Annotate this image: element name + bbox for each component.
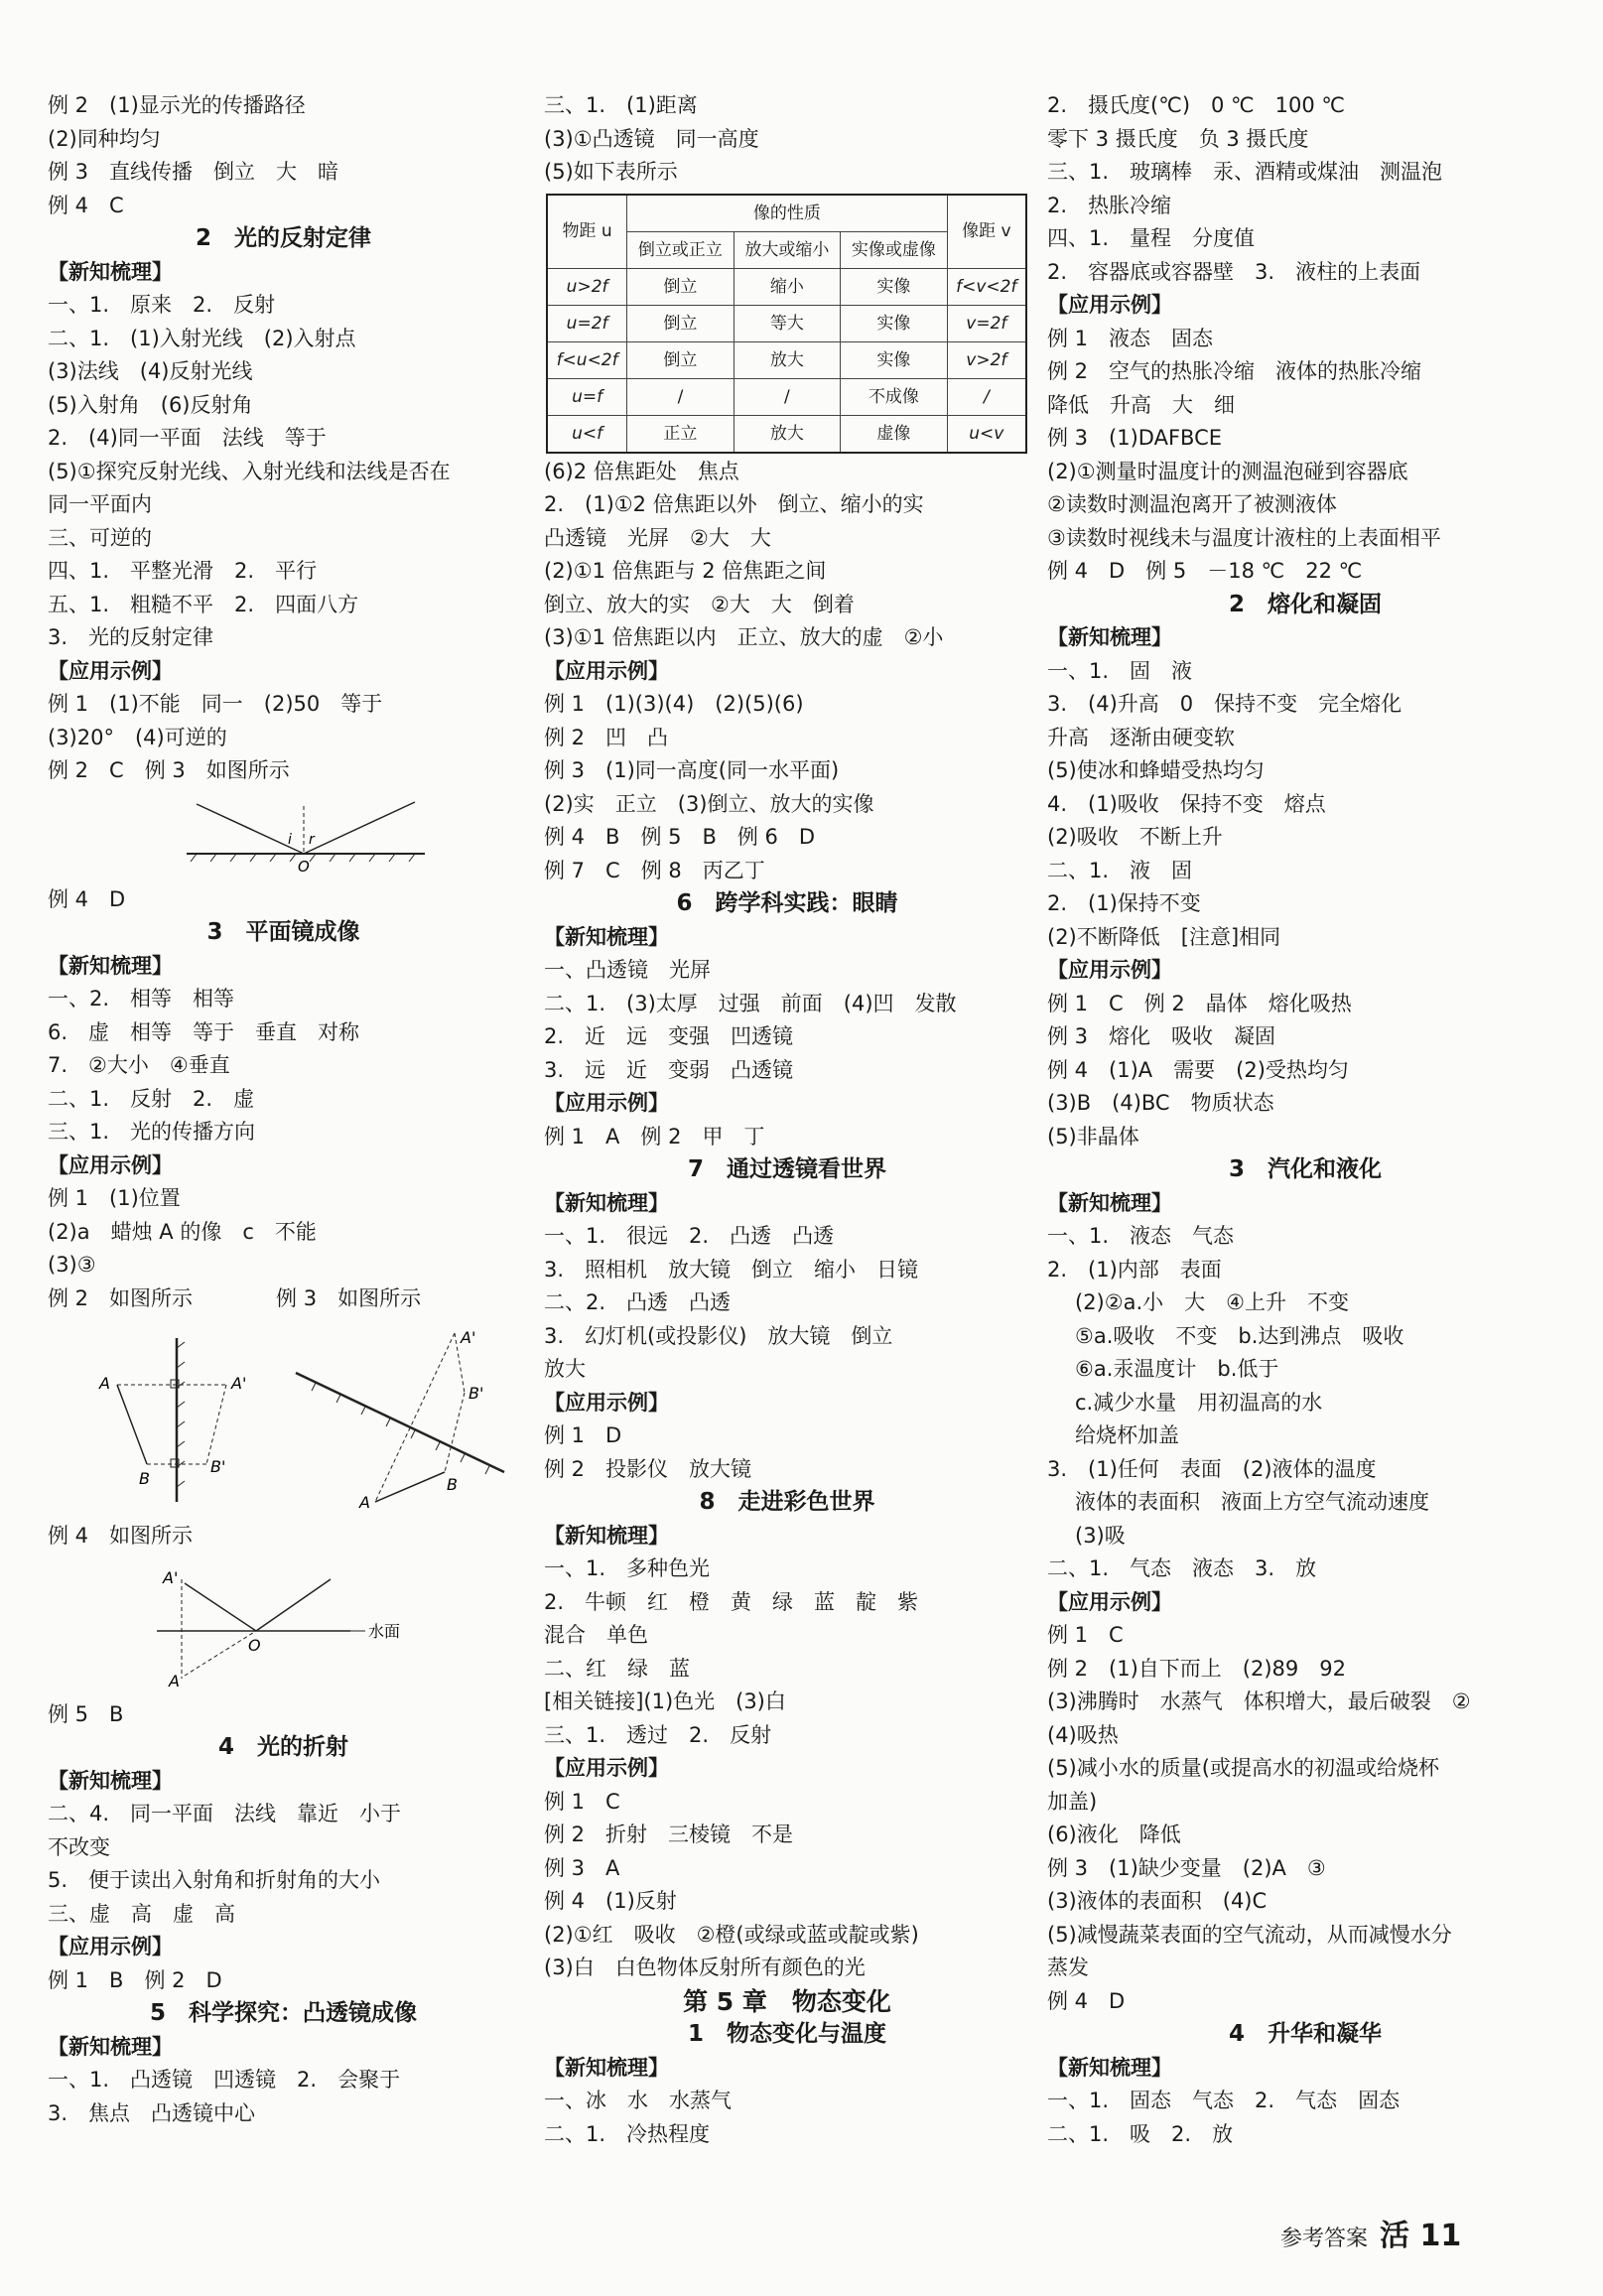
- answer-line: 蒸发: [1047, 1956, 1089, 1979]
- answer-line: 2. 牛顿 红 橙 黄 绿 蓝 靛 紫: [544, 1589, 919, 1614]
- answer-line: 例 2 空气的热胀冷缩 液体的热胀冷缩: [1047, 359, 1422, 383]
- answer-line: 一、凸透镜 光屏: [544, 958, 711, 982]
- answer-line: 例 3 直线传播 倒立 大 暗: [48, 160, 339, 184]
- answer-line: 凸透镜 光屏 ②大 大: [544, 525, 771, 550]
- answer-line: (3)③: [48, 1253, 96, 1277]
- answer-line: 二、4. 同一平面 法线 靠近 小于: [48, 1802, 402, 1825]
- table-row: [547, 378, 1026, 415]
- section-heading: 4 升华和凝华: [1228, 2021, 1382, 2047]
- answer-line: 例 4 (1)A 需要 (2)受热均匀: [1047, 1057, 1349, 1082]
- page-number: 活 11: [1380, 2219, 1462, 2253]
- answer-line: 例 1 (1)不能 同一 (2)50 等于: [48, 692, 383, 716]
- fig4-label-water: 水面: [368, 1621, 401, 1641]
- table-cell: u<f: [547, 415, 627, 453]
- answer-line: 2. 容器底或容器壁 3. 液柱的上表面: [1047, 259, 1421, 284]
- answer-line: 二、1. 液 固: [1047, 858, 1193, 882]
- answer-line: 例 2 凹 凸: [544, 725, 669, 749]
- fig2-label-b: B: [139, 1469, 150, 1488]
- table-cell: 不成像: [841, 378, 947, 415]
- answer-line: (3)①凸透镜 同一高度: [544, 126, 759, 151]
- answer-line: (5)使冰和蜂蜡受热均匀: [1047, 758, 1265, 782]
- answer-line: 例 4 (1)反射: [544, 1889, 677, 1913]
- fig3-label-a: A: [359, 1493, 370, 1512]
- answer-line: 3. (1)任何 表面 (2)液体的温度: [1047, 1456, 1377, 1481]
- subsection-header: 【应用示例】: [1047, 1589, 1172, 1614]
- answer-line: (2)吸收 不断上升: [1047, 825, 1223, 849]
- table-cell: v=2f: [947, 305, 1026, 341]
- answer-line: 例 1 C: [1047, 1623, 1124, 1647]
- answer-line: (3)液体的表面积 (4)C: [1047, 1889, 1268, 1913]
- answer-line: (3)法线 (4)反射光线: [48, 359, 253, 383]
- fig4-label-a-prime: A': [163, 1567, 179, 1587]
- table-cell: u>2f: [547, 268, 627, 305]
- answer-line: 2. (1)内部 表面: [1047, 1257, 1222, 1282]
- section-heading: 7 通过透镜看世界: [687, 1156, 886, 1182]
- answer-line: 例 1 (1)(3)(4) (2)(5)(6): [544, 692, 804, 716]
- answer-line: (6)2 倍焦距处 焦点: [544, 459, 739, 483]
- fig3-label-a-prime: A': [461, 1328, 476, 1347]
- answer-line: (2)不断降低 [注意]相同: [1047, 924, 1281, 949]
- answer-line: 四、1. 量程 分度值: [1047, 226, 1256, 250]
- answer-line: (5)减小水的质量(或提高水的初温或给烧杯: [1047, 1756, 1439, 1780]
- answer-line: (3)白 白色物体反射所有颜色的光: [544, 1956, 866, 1979]
- subsection-header: 【新知梳理】: [48, 953, 173, 978]
- answer-line: 例 1 D: [544, 1423, 622, 1447]
- answer-line: 例 2 折射 三棱镜 不是: [544, 1823, 794, 1846]
- table-cell: v>2f: [947, 341, 1026, 378]
- page-footer: [1280, 2220, 1461, 2256]
- answer-line: (2)同种均匀: [48, 126, 161, 151]
- table-cell: 放大: [734, 415, 840, 453]
- table-cell: f<v<2f: [947, 268, 1026, 305]
- answer-line: 例 3 熔化 吸收 凝固: [1047, 1024, 1276, 1048]
- answer-line: 例 2 (1)显示光的传播路径: [48, 93, 306, 117]
- answer-line: 例 4 D 例 5 －18 ℃ 22 ℃: [1047, 559, 1363, 583]
- plane-mirror-fig-2: [77, 1323, 276, 1512]
- fig1-label-r: r: [309, 831, 315, 848]
- answer-line: (4)吸热: [1047, 1722, 1119, 1747]
- section-heading: 2 光的反射定律: [195, 225, 371, 251]
- answer-line: 例 2 C 例 3 如图所示: [48, 758, 290, 782]
- subsection-header: 【新知梳理】: [1047, 1190, 1172, 1215]
- table-cell: 实像: [841, 341, 947, 378]
- answer-line: 一、1. 固态 气态 2. 气态 固态: [1047, 2089, 1401, 2112]
- answer-line: 二、1. (1)入射光线 (2)入射点: [48, 326, 356, 350]
- answer-line: c.减少水量 用初温高的水: [1075, 1390, 1323, 1415]
- answer-line: (3)①1 倍焦距以内 正立、放大的虚 ②小: [544, 625, 944, 649]
- answer-line: 一、1. 凸透镜 凹透镜 2. 会聚于: [48, 2068, 401, 2092]
- answer-line: 例 4 D: [48, 886, 126, 911]
- answer-line: 四、1. 平整光滑 2. 平行: [48, 559, 318, 583]
- answer-line: 例 4 B 例 5 B 例 6 D: [544, 825, 816, 849]
- answer-line: 例 1 C 例 2 晶体 熔化吸热: [1047, 991, 1352, 1015]
- subsection-header: 【应用示例】: [1047, 958, 1172, 982]
- answer-line: 同一平面内: [48, 492, 152, 516]
- answer-line: (3)20° (4)可逆的: [48, 725, 227, 749]
- answer-line: 2. (1)①2 倍焦距以外 倒立、缩小的实: [544, 492, 924, 516]
- answer-line: (5)非晶体: [1047, 1124, 1139, 1148]
- table-row: [547, 305, 1026, 341]
- answer-line: 7. ②大小 ④垂直: [48, 1053, 230, 1077]
- subsection-header: 【新知梳理】: [544, 1523, 669, 1548]
- subsection-header: 【应用示例】: [544, 658, 669, 683]
- answer-line: (2)实 正立 (3)倒立、放大的实像: [544, 791, 874, 816]
- answer-line: 例 3 (1)缺少变量 (2)A ③: [1047, 1855, 1326, 1880]
- answer-line: 3. 远 近 变弱 凸透镜: [544, 1057, 794, 1082]
- answer-line: 二、2. 凸透 凸透: [544, 1290, 732, 1314]
- subsection-header: 【应用示例】: [48, 1152, 173, 1177]
- answer-line: 3. 照相机 放大镜 倒立 缩小 日镜: [544, 1257, 919, 1282]
- table-cell: 缩小: [734, 268, 840, 305]
- section-heading: 8 走进彩色世界: [699, 1489, 875, 1515]
- table-cell: /: [947, 378, 1026, 415]
- table-cell: 实像: [841, 305, 947, 341]
- answer-line: (6)液化 降低: [1047, 1823, 1181, 1846]
- answer-line: ③读数时视线未与温度计液柱的上表面相平: [1047, 525, 1441, 550]
- answer-line: ⑥a.汞温度计 b.低于: [1075, 1357, 1279, 1381]
- answer-line: 二、1. 吸 2. 放: [1047, 2121, 1234, 2146]
- fig1-label-i: i: [288, 831, 292, 848]
- answer-line: 2. (4)同一平面 法线 等于: [48, 426, 327, 450]
- answer-line: 3. 焦点 凸透镜中心: [48, 2100, 256, 2125]
- table-row: [547, 268, 1026, 305]
- answer-line: (2)①红 吸收 ②橙(或绿或蓝或靛或紫): [544, 1922, 919, 1947]
- water-surface-fig: [137, 1561, 435, 1690]
- answer-line: 三、1. 透过 2. 反射: [544, 1722, 772, 1747]
- answer-line: 例 2 如图所示 例 3 如图所示: [48, 1285, 422, 1310]
- subsection-header: 【新知梳理】: [1047, 625, 1172, 649]
- answer-line: 2. (1)保持不变: [1047, 891, 1201, 915]
- answer-line: 倒立、放大的实 ②大 大 倒着: [544, 592, 855, 616]
- answer-line: 2. 热胀冷缩: [1047, 193, 1172, 217]
- answer-line: 降低 升高 大 细: [1047, 392, 1235, 417]
- answer-line: 例 5 B: [48, 1701, 124, 1726]
- table-cell: 正立: [627, 415, 734, 453]
- answer-line: [相关链接](1)色光 (3)白: [544, 1689, 786, 1713]
- table-cell: f<u<2f: [547, 341, 627, 378]
- answer-line: 例 1 B 例 2 D: [48, 1967, 222, 1992]
- answer-line: ②读数时测温泡离开了被测液体: [1047, 492, 1337, 516]
- th-image-property: 像的性质: [627, 195, 947, 232]
- table-cell: 倒立: [627, 268, 734, 305]
- answer-line: 三、1. 光的传播方向: [48, 1120, 256, 1144]
- answer-line: 2. 近 远 变强 凹透镜: [544, 1024, 794, 1048]
- lens-imaging-table: [546, 194, 1027, 454]
- subsection-header: 【应用示例】: [544, 1091, 669, 1115]
- answer-line: 三、1. (1)距离: [544, 93, 698, 117]
- fig1-label-o: O: [298, 857, 310, 876]
- answer-line: 4. (1)吸收 保持不变 熔点: [1047, 791, 1326, 816]
- answer-line: 一、冰 水 水蒸气: [544, 2089, 732, 2112]
- answer-line: (2)①1 倍焦距与 2 倍焦距之间: [544, 559, 827, 583]
- answer-line: 3. 光的反射定律: [48, 625, 214, 649]
- subsection-header: 【新知梳理】: [48, 259, 173, 284]
- table-cell: 实像: [841, 268, 947, 305]
- table-cell: u<v: [947, 415, 1026, 453]
- answer-line: (5)如下表所示: [544, 160, 678, 184]
- answer-line: 二、1. 气态 液态 3. 放: [1047, 1556, 1317, 1580]
- answer-line: 例 2 (1)自下而上 (2)89 92: [1047, 1656, 1346, 1681]
- subsection-header: 【新知梳理】: [48, 1768, 173, 1793]
- answer-line: 例 1 C: [544, 1789, 620, 1814]
- fig2-label-a: A: [99, 1374, 110, 1393]
- fig3-label-b: B: [447, 1475, 458, 1494]
- answer-line: 例 7 C 例 8 丙乙丁: [544, 858, 765, 882]
- answer-line: 五、1. 粗糙不平 2. 四面八方: [48, 592, 359, 616]
- answer-line: 一、1. 多种色光: [544, 1556, 711, 1580]
- section-heading: 6 跨学科实践：眼睛: [676, 890, 898, 916]
- answer-line: 二、1. 冷热程度: [544, 2121, 711, 2146]
- table-cell: 倒立: [627, 305, 734, 341]
- answer-line: 例 1 液态 固态: [1047, 326, 1214, 350]
- subsection-header: 【新知梳理】: [48, 2034, 173, 2059]
- subsection-header: 【应用示例】: [48, 1935, 173, 1958]
- fig2-label-a-prime: A': [231, 1374, 247, 1393]
- section-heading: 第 5 章 物态变化: [683, 1986, 891, 2016]
- answer-line: 一、1. 原来 2. 反射: [48, 293, 276, 317]
- answer-line: 例 1 A 例 2 甲 丁: [544, 1124, 765, 1148]
- answer-line: (2)②a.小 大 ④上升 不变: [1075, 1290, 1349, 1314]
- subsection-header: 【应用示例】: [544, 1756, 669, 1780]
- section-heading: 3 汽化和液化: [1228, 1156, 1382, 1182]
- answer-line: 放大: [544, 1357, 586, 1381]
- table-cell: 放大: [734, 341, 840, 378]
- th-object-distance: 物距 u: [547, 195, 627, 269]
- subsection-header: 【新知梳理】: [544, 2055, 669, 2080]
- table-cell: /: [734, 378, 840, 415]
- subsection-header: 【新知梳理】: [544, 1190, 669, 1215]
- answer-line: 2. 摄氏度(℃) 0 ℃ 100 ℃: [1047, 93, 1345, 117]
- answer-line: 三、可逆的: [48, 525, 152, 550]
- answer-column-3: [1047, 89, 1563, 2151]
- answer-line: 例 3 (1)同一高度(同一水平面): [544, 758, 840, 782]
- th-sub: 倒立或正立: [627, 231, 734, 268]
- answer-line: 给烧杯加盖: [1075, 1423, 1179, 1447]
- answer-line: 例 4 D: [1047, 1988, 1126, 2013]
- table-cell: u=f: [547, 378, 627, 415]
- answer-line: 二、红 绿 蓝: [544, 1656, 690, 1681]
- answer-line: ⑤a.吸收 不变 b.达到沸点 吸收: [1075, 1323, 1404, 1348]
- section-heading: 1 物态变化与温度: [687, 2021, 886, 2047]
- answer-line: 三、虚 高 虚 高: [48, 1901, 235, 1926]
- answer-column-1: [48, 89, 519, 2130]
- answer-line: 一、1. 固 液: [1047, 658, 1193, 683]
- th-sub: 放大或缩小: [734, 231, 840, 268]
- section-heading: 3 平面镜成像: [206, 919, 360, 945]
- section-heading: 4 光的折射: [217, 1734, 348, 1760]
- answer-line: (2)①测量时温度计的测温泡碰到容器底: [1047, 459, 1408, 483]
- th-sub: 实像或虚像: [841, 231, 947, 268]
- fig3-label-b-prime: B': [468, 1384, 484, 1403]
- answer-column-2: [544, 89, 1030, 2151]
- answer-line: 不改变: [48, 1834, 110, 1859]
- plane-mirror-fig-3: [286, 1323, 514, 1512]
- table-cell: u=2f: [547, 305, 627, 341]
- answer-line: 例 3 A: [544, 1855, 620, 1880]
- answer-line: 例 4 C: [48, 193, 124, 217]
- table-cell: /: [627, 378, 734, 415]
- subsection-header: 【应用示例】: [544, 1390, 669, 1415]
- answer-line: 混合 单色: [544, 1623, 648, 1647]
- answer-line: 例 4 如图所示: [48, 1524, 194, 1548]
- answer-line: 二、1. 反射 2. 虚: [48, 1086, 255, 1111]
- answer-line: 液体的表面积 液面上方空气流动速度: [1075, 1490, 1429, 1514]
- answer-line: 一、2. 相等 相等: [48, 987, 235, 1011]
- section-heading: 5 科学探究：凸透镜成像: [149, 2000, 417, 2026]
- answer-line: 加盖): [1047, 1789, 1098, 1814]
- fig4-label-a: A: [169, 1671, 180, 1690]
- fig2-label-b-prime: B': [210, 1457, 226, 1476]
- answer-line: (2)a 蜡烛 A 的像 c 不能: [48, 1219, 317, 1244]
- answer-line: (3)吸: [1075, 1523, 1126, 1548]
- section-heading: 2 熔化和凝固: [1228, 591, 1382, 617]
- answer-line: 6. 虚 相等 等于 垂直 对称: [48, 1019, 360, 1044]
- table-cell: 等大: [734, 305, 840, 341]
- answer-line: 二、1. (3)太厚 过强 前面 (4)凹 发散: [544, 991, 957, 1015]
- table-cell: 倒立: [627, 341, 734, 378]
- subsection-header: 【新知梳理】: [1047, 2055, 1172, 2080]
- answer-line: 一、1. 很远 2. 凸透 凸透: [544, 1224, 835, 1248]
- answer-line: 升高 逐渐由硬变软: [1047, 725, 1235, 749]
- answer-line: 3. 幻灯机(或投影仪) 放大镜 倒立: [544, 1323, 893, 1348]
- th-image-distance: 像距 v: [947, 195, 1026, 269]
- answer-line: 例 3 (1)DAFBCE: [1047, 426, 1222, 450]
- answer-line: 例 1 (1)位置: [48, 1186, 181, 1210]
- answer-line: 3. (4)升高 0 保持不变 完全熔化: [1047, 692, 1403, 716]
- answer-line: 一、1. 液态 气态: [1047, 1224, 1235, 1248]
- footer-label: 参考答案: [1280, 2227, 1369, 2251]
- answer-line: 例 2 投影仪 放大镜: [544, 1456, 752, 1481]
- subsection-header: 【新知梳理】: [544, 924, 669, 949]
- answer-line: (5)①探究反射光线、入射光线和法线是否在: [48, 459, 451, 483]
- answer-line: (5)减慢蔬菜表面的空气流动，从而减慢水分: [1047, 1922, 1452, 1947]
- answer-line: 三、1. 玻璃棒 汞、酒精或煤油 测温泡: [1047, 160, 1443, 184]
- subsection-header: 【应用示例】: [48, 658, 173, 683]
- fig4-label-o: O: [248, 1635, 261, 1655]
- table-row: [547, 341, 1026, 378]
- answer-line: 零下 3 摄氏度 负 3 摄氏度: [1047, 126, 1309, 151]
- answer-line: (3)B (4)BC 物质状态: [1047, 1091, 1274, 1115]
- mirror-diagrams: [77, 1323, 519, 1512]
- answer-line: (3)沸腾时 水蒸气 体积增大，最后破裂 ②: [1047, 1689, 1471, 1713]
- table-cell: 虚像: [841, 415, 947, 453]
- table-row: [547, 415, 1026, 453]
- answer-line: (5)入射角 (6)反射角: [48, 392, 253, 417]
- subsection-header: 【应用示例】: [1047, 293, 1172, 317]
- reflection-diagram-fig: [177, 796, 435, 876]
- answer-line: 5. 便于读出入射角和折射角的大小: [48, 1868, 381, 1892]
